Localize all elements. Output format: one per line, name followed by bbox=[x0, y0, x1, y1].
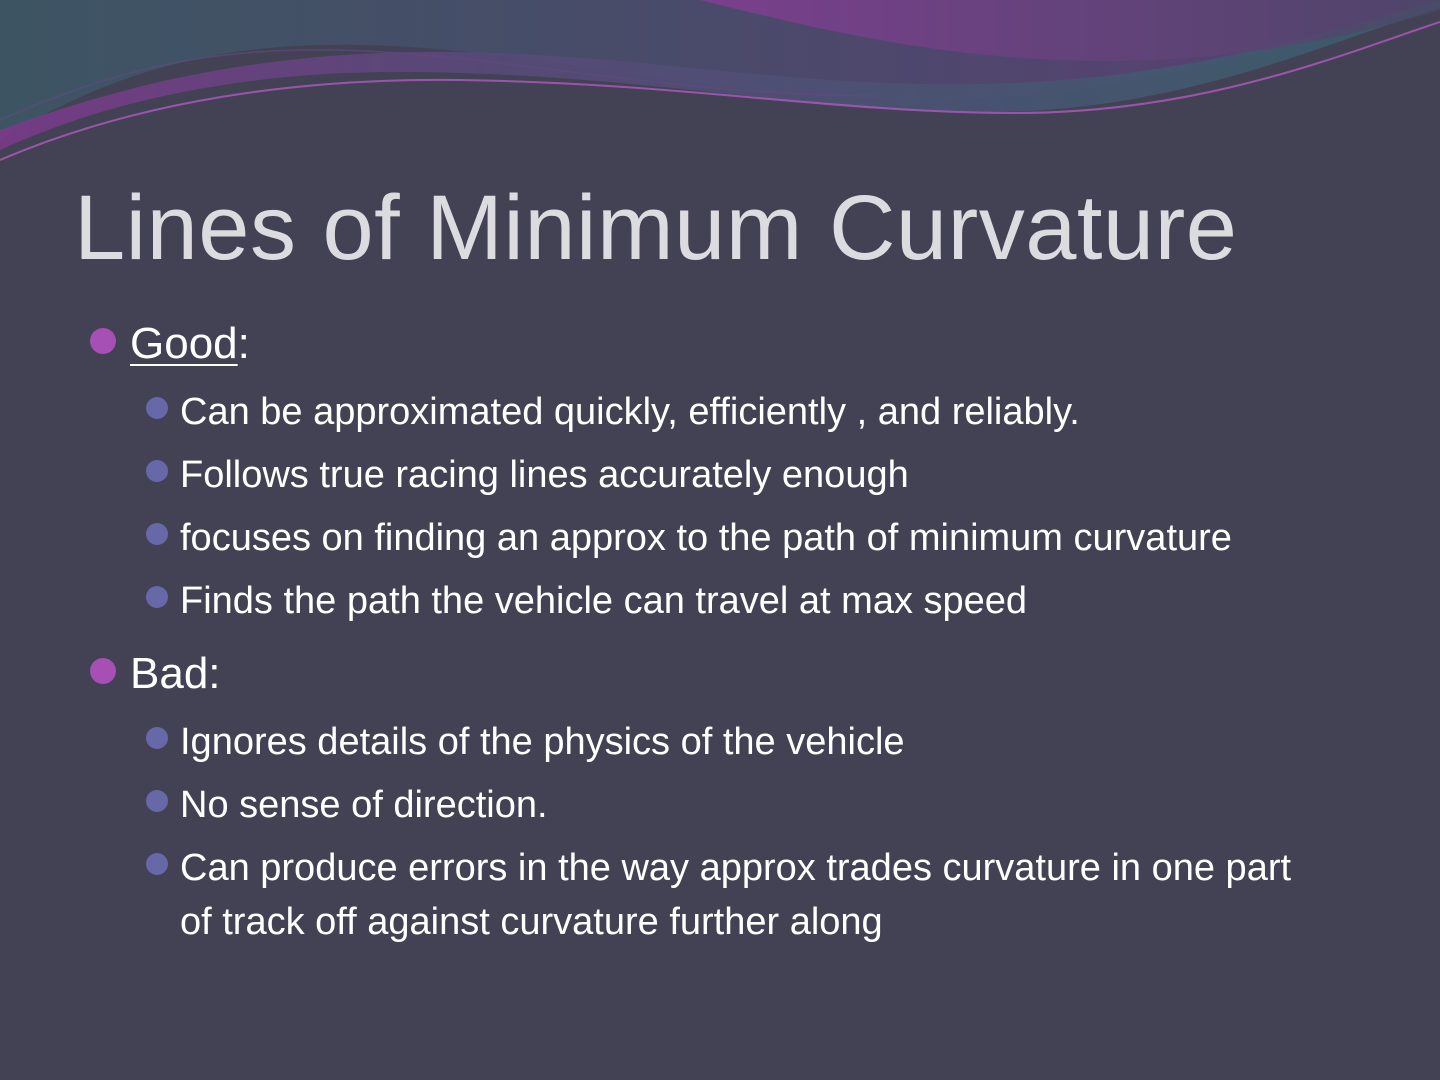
sub-bullet-dot-icon bbox=[146, 460, 168, 482]
list-item bbox=[0, 841, 1440, 949]
bad-item-2: No sense of direction. bbox=[180, 784, 548, 826]
good-heading-colon: : bbox=[237, 319, 250, 368]
sub-bullet-dot-icon bbox=[146, 397, 168, 419]
list-item bbox=[0, 385, 1440, 439]
list-item bbox=[0, 574, 1440, 628]
good-item-2: Follows true racing lines accurately enough bbox=[180, 454, 909, 496]
slide-body bbox=[0, 316, 1440, 949]
list-item bbox=[0, 448, 1440, 502]
list-item bbox=[0, 511, 1440, 565]
bullet-good bbox=[0, 316, 1440, 372]
bad-heading: Bad: bbox=[130, 649, 221, 698]
sub-bullet-dot-icon bbox=[146, 853, 168, 875]
bad-item-3: Can produce errors in the way approx trades curvature in one part of track off against curvature further along bbox=[180, 847, 1292, 943]
list-item bbox=[0, 715, 1440, 769]
good-heading: Good bbox=[130, 319, 238, 368]
decorative-wave-banner bbox=[0, 0, 1440, 170]
good-item-3: focuses on finding an approx to the path of minimum curvature bbox=[180, 517, 1232, 559]
sub-bullet-dot-icon bbox=[146, 523, 168, 545]
bullet-dot-icon bbox=[90, 328, 116, 354]
sub-bullet-dot-icon bbox=[146, 790, 168, 812]
slide-title: Lines of Minimum Curvature bbox=[74, 177, 1238, 279]
list-item bbox=[0, 778, 1440, 832]
good-item-4: Finds the path the vehicle can travel at max speed bbox=[180, 580, 1028, 622]
bullet-bad bbox=[0, 646, 1440, 702]
good-item-1: Can be approximated quickly, efficiently , and reliably. bbox=[180, 391, 1080, 433]
bad-item-1: Ignores details of the physics of the vehicle bbox=[180, 721, 905, 763]
sub-bullet-dot-icon bbox=[146, 727, 168, 749]
bullet-dot-icon bbox=[90, 658, 116, 684]
sub-bullet-dot-icon bbox=[146, 586, 168, 608]
